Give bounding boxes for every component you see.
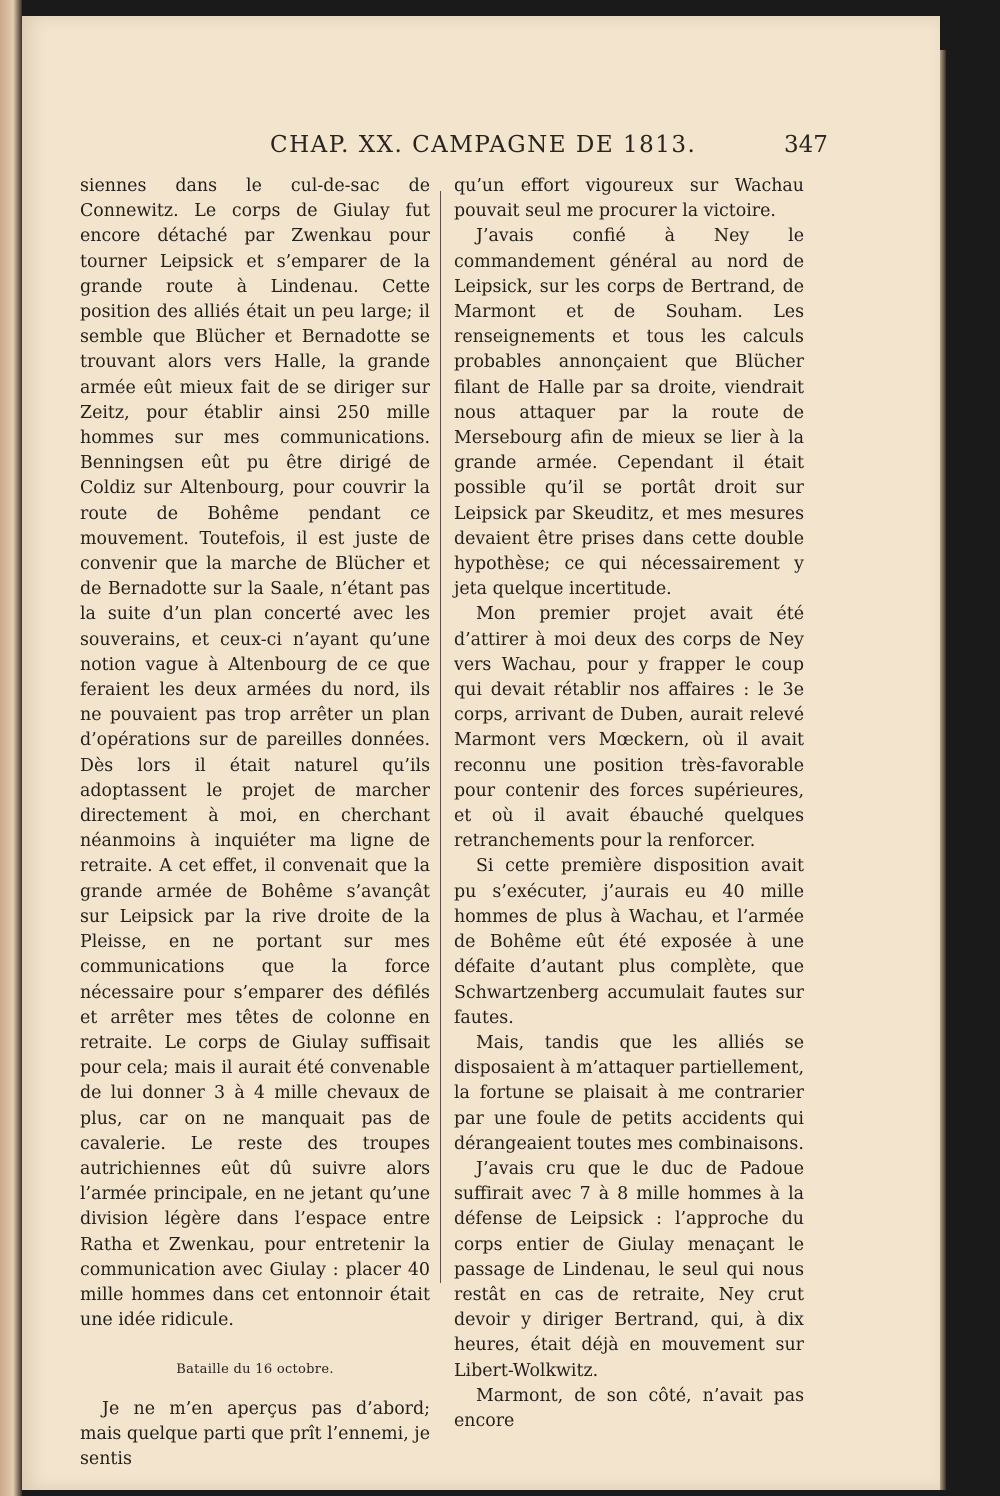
paragraph: Mon premier projet avait été d’attirer à moi deux des corps de Ney vers Wachau, pour y frapper le coup qui devait rétablir nos affaires : le 3e corps, arrivant de Duben, aurait relevé Marmont vers Mœckern, où il avait reconnu une position très-favorable pour contenir des forces supérieures, et où il avait ébauché quelques retranchements pour la renforcer. bbox=[454, 604, 804, 852]
paragraph: J’avais cru que le duc de Padoue suffirait avec 7 à 8 mille hommes à la défense de Leipsick : l’approche du corps entier de Giulay menaçant le passage de Lindenau, le seul qui nous restât en cas de retraite, Ney crut devoir y diriger Bertrand, qui, à dix heures, était déjà en mouvement sur Libert-Wolkwitz. bbox=[454, 1158, 804, 1381]
paragraph: J’avais confié à Ney le commandement général au nord de Leipsick, sur les corps de Bertrand, de Marmont et de Souham. Les renseignements et tous les calculs probables annonçaient que Blücher filant de Halle par sa droite, viendrait nous attaquer par la route de Mersebourg afin de mieux se lier à la grande armée. Cependant il était possible qu’il se portât droit sur Leipsick par Skeuditz, et mes mesures devaient être prises dans cette double hypothèse; ce qui nécessairement y jeta quelque incertitude. bbox=[454, 226, 804, 600]
paragraph: qu’un effort vigoureux sur Wachau pouvait seul me procurer la victoire. bbox=[454, 176, 804, 222]
paragraph: Si cette première disposition avait pu s’exécuter, j’aurais eu 40 mille hommes de plus à Wachau, et l’armée de Bohême eût été exposée à une défaite d’autant plus complète, que Schwartzenberg accumulait fautes sur fautes. bbox=[454, 856, 804, 1028]
page-number: 347 bbox=[784, 132, 828, 158]
column-divider bbox=[440, 191, 441, 1283]
left-column bbox=[80, 174, 430, 1472]
page-header bbox=[22, 132, 940, 164]
book-spine-edge bbox=[0, 0, 22, 1496]
section-heading: Bataille du 16 octobre. bbox=[176, 1362, 334, 1378]
paragraph: Je ne m’en aperçus pas d’abord; mais quelque parti que prît l’ennemi, je sentis bbox=[80, 1398, 430, 1469]
book-page bbox=[22, 16, 940, 1490]
right-column bbox=[454, 174, 804, 1434]
paragraph: siennes dans le cul-de-sac de Connewitz. Le corps de Giulay fut encore détaché par Zwenkau pour tourner Leipsick et s’emparer de la grande route à Lindenau. Cette position des alliés était un peu large; il semble que Blücher et Bernadotte se trouvant alors vers Halle, la grande armée eût mieux fait de se diriger sur Zeitz, pour établir ainsi 250 mille hommes sur mes communications. Benningsen eût pu être dirigé de Coldiz sur Altenbourg, pour couvrir la route de Bohême pendant ce mouvement. Toutefois, il est juste de convenir que la marche de Blücher et de Bernadotte sur la Saale, n’étant pas la suite d’un plan concerté avec les souverains, et ceux-ci n’ayant qu’une notion vague à Altenbourg de ce que feraient les deux armées du nord, ils ne pouvaient pas trop arrêter un plan d’opérations sur de pareilles données. Dès lors il était naturel qu’ils adoptassent le projet de marcher directement à moi, en cherchant néanmoins à inquiéter ma ligne de retraite. A cet effet, il convenait que la grande armée de Bohême s’avançât sur Leipsick par la rive droite de la Pleisse, en ne portant sur mes communications que la force nécessaire pour s’emparer des défilés et arrêter mes têtes de colonne en retraite. Le corps de Giulay suffisait pour cela; mais il aurait été convenable de lui donner 3 à 4 mille chevaux de plus, car on ne manquait pas de cavalerie. Le reste des troupes autrichiennes eût dû suivre alors l’armée principale, en ne jetant qu’une division légère dans l’espace entre Ratha et Zwenkau, pour entretenir la communication avec Giulay : placer 40 mille hommes dans cet entonnoir était une idée ridicule. bbox=[80, 176, 430, 1331]
paragraph: Marmont, de son côté, n’avait pas encore bbox=[454, 1385, 804, 1431]
running-title: CHAP. XX. CAMPAGNE DE 1813. bbox=[270, 132, 697, 158]
paragraph: Mais, tandis que les alliés se disposaient à m’attaquer partiellement, la fortune se plaisait à me contrarier par une foule de petits accidents qui dérangeaient toutes mes combinaisons. bbox=[454, 1032, 804, 1154]
